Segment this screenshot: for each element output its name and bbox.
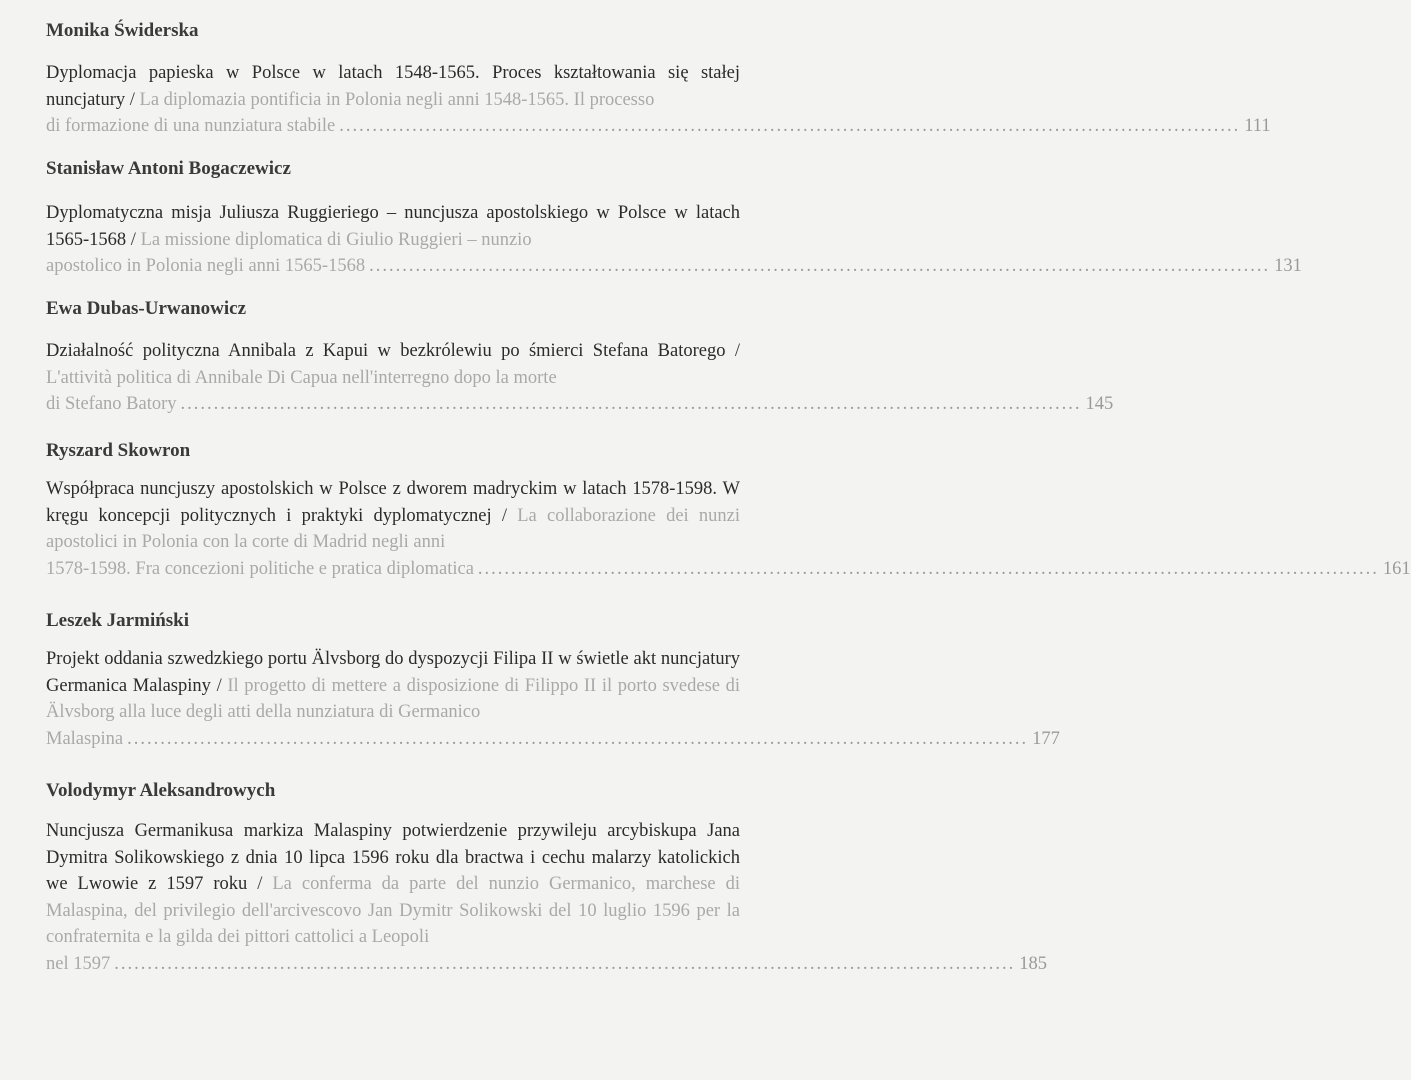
entry-italian-title: La diplomazia pontificia in Polonia negli anni 1548-1565. Il processo — [139, 89, 655, 110]
entry-page-number[interactable]: 131 — [1274, 256, 1302, 276]
entry-italian-title-end: 1578-1598. Fra concezioni politiche e pratica diplomatica — [46, 558, 474, 579]
entry-page-number[interactable]: 111 — [1244, 116, 1271, 136]
entry-page-number[interactable]: 161 — [1382, 558, 1411, 579]
entry-body — [46, 476, 1411, 582]
entry-italian-title-end: di Stefano Batory — [46, 394, 177, 414]
entry-italian-title: La collaborazione dei nunzi apostolici in Polonia con la corte di Madrid negli anni — [46, 505, 741, 552]
entry-polish-title: Działalność polityczna Annibala z Kapui w bezkrólewiu po śmierci Stefana Batorego — [46, 341, 726, 361]
entry-body — [46, 818, 1047, 977]
entry-body — [46, 646, 1060, 752]
dot-leader: ........................................................................................................................................ — [180, 394, 1082, 414]
entry-italian-title-end: Malaspina — [46, 728, 124, 749]
entry-separator: / — [216, 675, 222, 696]
entry-separator: / — [257, 874, 263, 894]
entry-separator: / — [129, 89, 135, 110]
entry-leader-line — [46, 113, 1271, 140]
entry-italian-title: La missione diplomatica di Giulio Ruggieri – nunzio — [140, 229, 532, 250]
dot-leader: ........................................................................................................................................ — [369, 256, 1271, 276]
entry-leader-line — [46, 556, 1411, 583]
entry-separator: / — [130, 229, 136, 250]
entry-leader-line — [46, 253, 1302, 280]
entry-page-number[interactable]: 185 — [1019, 953, 1047, 974]
entry-polish-title: Nuncjusza Germanikusa markiza Malaspiny potwierdzenie przywileju arcybiskupa Jana Dymitra Solikowskiego z dnia 10 lipca 1596 roku dla bractwa i cechu malarzy katolickich we Lwowie z 1597 roku — [46, 821, 740, 894]
entry-body — [46, 200, 1302, 280]
entry-body — [46, 60, 1271, 140]
entry-body — [46, 338, 1114, 418]
dot-leader: ........................................................................................................................................ — [127, 728, 1029, 749]
entry-author: Stanisław Antoni Bogaczewicz — [46, 158, 291, 179]
entry-italian-title-end: di formazione di una nunziatura stabile — [46, 116, 336, 136]
entry-polish-title: Współpraca nuncjuszy apostolskich w Polsce z dworem madryckim w latach 1578-1598. W kręgu koncepcji politycznych i praktyki dyplomatycznej — [46, 479, 740, 526]
entry-separator: / — [734, 341, 741, 361]
entry-polish-title: Projekt oddania szwedzkiego portu Älvsborg do dyspozycji Filipa II w świetle akt nuncjatury Germanica Malaspiny — [46, 649, 740, 696]
entry-author: Monika Świderska — [46, 20, 199, 41]
entry-leader-line — [46, 726, 1060, 753]
entry-author: Ewa Dubas-Urwanowicz — [46, 298, 247, 319]
dot-leader: ........................................................................................................................................ — [114, 953, 1016, 974]
dot-leader: ........................................................................................................................................ — [477, 558, 1379, 579]
entry-italian-title-end: nel 1597 — [46, 953, 111, 974]
entry-page-number[interactable]: 145 — [1085, 394, 1114, 414]
dot-leader: ........................................................................................................................................ — [339, 116, 1241, 136]
entry-author: Leszek Jarmiński — [46, 610, 190, 631]
entry-separator: / — [501, 505, 508, 526]
entry-italian-title: Il progetto di mettere a disposizione di Filippo II il porto svedese di Älvsborg alla luce degli atti della nunziatura di Germanico — [46, 675, 741, 722]
entry-polish-title: Dyplomatyczna misja Juliusza Ruggieriego – nuncjusza apostolskiego w Polsce w latach 1565-1568 — [46, 203, 740, 250]
entry-leader-line — [46, 951, 1047, 978]
entry-leader-line — [46, 391, 1114, 418]
entry-author: Ryszard Skowron — [46, 440, 191, 461]
entry-author: Volodymyr Aleksandrowych — [46, 780, 276, 801]
entry-italian-title: La conferma da parte del nunzio Germanico, marchese di Malaspina, del privilegio dell'arcivescovo Jan Dymitr Solikowski del 10 luglio 1596 per la confraternita e la gilda dei pittori cattolici a Leopoli — [46, 874, 740, 947]
entry-italian-title-end: apostolico in Polonia negli anni 1565-1568 — [46, 256, 366, 276]
entry-italian-title: L'attività politica di Annibale Di Capua nell'interregno dopo la morte — [46, 367, 557, 388]
entry-page-number[interactable]: 177 — [1032, 728, 1060, 749]
entry-polish-title: Dyplomacja papieska w Polsce w latach 1548-1565. Proces kształtowania się stałej nuncjatury — [46, 63, 740, 110]
